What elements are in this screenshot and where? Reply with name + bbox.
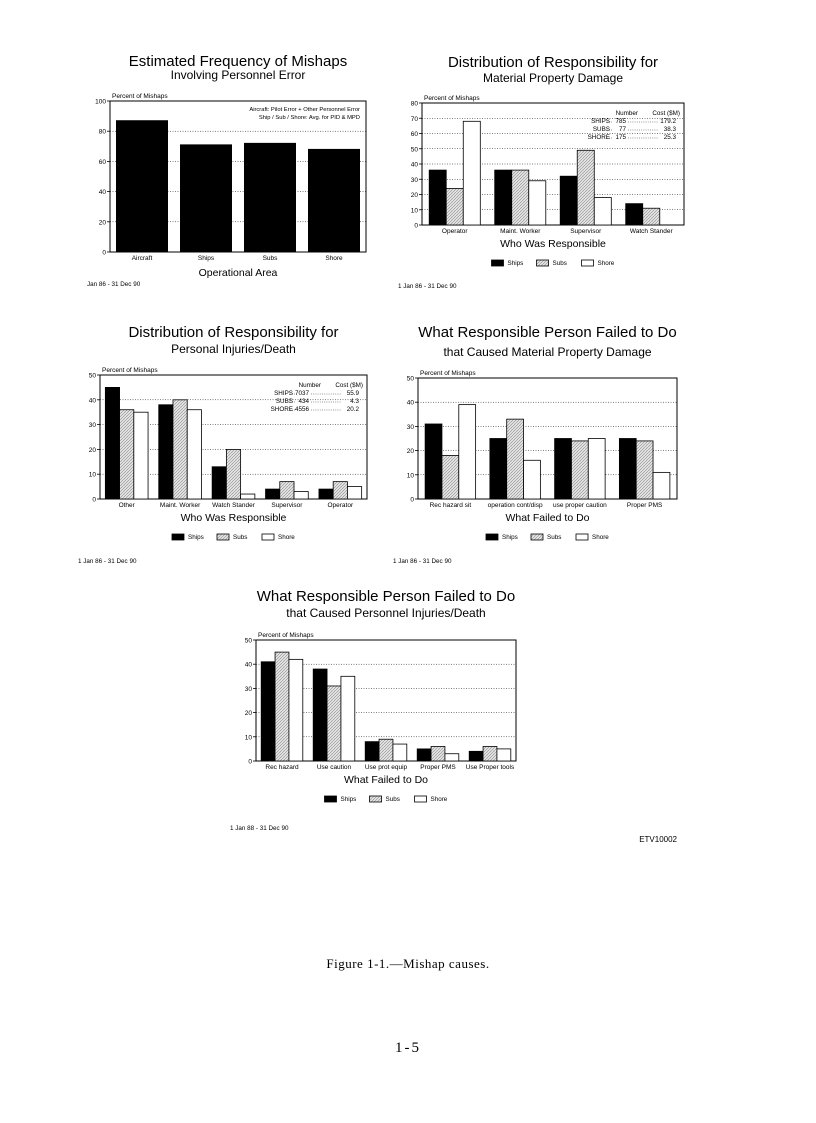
bar-shore [463, 121, 480, 225]
bar-subs [226, 449, 240, 499]
chart-title: What Responsible Person Failed to Do [418, 324, 677, 341]
x-tick-label: Rec hazard sit [429, 502, 472, 509]
chart-subtitle: Involving Personnel Error [170, 68, 306, 82]
x-axis-label: What Failed to Do [505, 512, 590, 524]
bar-shore [594, 198, 611, 225]
legend-label: Shore [597, 260, 615, 267]
table-cost: 4.3 [350, 398, 359, 405]
legend-swatch-ships [325, 796, 337, 802]
y-tick-label: 0 [102, 249, 106, 257]
bar-ships [495, 170, 512, 225]
bar-shore [187, 410, 201, 499]
y-tick-label: 50 [88, 372, 96, 380]
legend-label: Ships [502, 534, 518, 541]
y-tick-label: 40 [98, 189, 106, 197]
bar-subs [483, 746, 497, 761]
bar-all [308, 149, 359, 252]
x-axis-label: Who Was Responsible [500, 238, 606, 250]
y-tick-label: 50 [410, 146, 418, 154]
y-tick-label: 10 [244, 734, 252, 742]
x-axis-label: What Failed to Do [343, 774, 429, 786]
y-tick-label: 80 [98, 128, 106, 136]
chart-title: Distribution of Responsibility for [447, 54, 659, 71]
bar-subs [512, 170, 529, 225]
chart-note: Ship / Sub / Shore: Avg. for PID & MPD [258, 115, 360, 121]
y-tick-label: 20 [88, 446, 96, 454]
bar-subs [173, 400, 187, 499]
bar-shore [341, 676, 355, 761]
table-header: Number [298, 382, 321, 389]
legend-swatch-ships [486, 534, 498, 540]
page-number: 1-5 [395, 1040, 421, 1056]
table-cost: 25.3 [663, 134, 676, 141]
legend-swatch-subs [531, 534, 543, 540]
y-tick-label: 50 [244, 637, 252, 645]
figure-caption: Figure 1-1.—Mishap causes. [326, 956, 490, 971]
bar-shore [445, 754, 459, 761]
x-tick-label: Supervisor [570, 228, 602, 235]
x-tick-label: Subs [262, 255, 278, 262]
bar-ships [266, 489, 280, 499]
chart-subtitle: that Caused Material Property Damage [443, 345, 652, 359]
y-tick-label: 0 [410, 496, 414, 504]
x-tick-label: Rec hazard [265, 764, 299, 771]
y-tick-label: 40 [410, 161, 418, 169]
bar-ships [619, 439, 636, 500]
legend-label: Subs [552, 260, 567, 267]
bar-shore [241, 494, 255, 499]
bar-all [244, 143, 295, 252]
x-tick-label: Aircraft [131, 255, 153, 262]
legend-swatch-ships [172, 534, 184, 540]
table-row-label: SHIPS [274, 390, 293, 397]
x-tick-label: Proper PMS [626, 502, 663, 509]
date-range: 1 Jan 86 - 31 Dec 90 [78, 558, 137, 565]
bar-subs [507, 419, 524, 499]
chart-title: What Responsible Person Failed to Do [256, 588, 516, 605]
date-range: Jan 86 - 31 Dec 90 [87, 281, 141, 288]
table-number: 434 [298, 398, 309, 405]
legend-swatch-shore [262, 534, 274, 540]
table-row-label: SUBS [275, 398, 293, 405]
chart-1 [87, 53, 366, 288]
bar-subs [275, 652, 289, 761]
table-number: 4556 [294, 406, 309, 413]
table-row-label: SHORE [270, 406, 293, 413]
y-tick-label: 20 [98, 219, 106, 227]
table-number: 7037 [294, 390, 309, 397]
x-axis-label: Who Was Responsible [180, 512, 287, 524]
legend-swatch-subs [217, 534, 229, 540]
x-tick-label: Use prot equip [364, 764, 408, 771]
bar-subs [327, 686, 341, 761]
legend-label: Subs [547, 534, 562, 541]
bar-subs [577, 150, 594, 225]
x-tick-label: Watch Stander [212, 502, 255, 509]
y-tick-label: 30 [410, 176, 418, 184]
legend-swatch-ships [492, 260, 504, 266]
x-tick-label: Supervisor [271, 502, 303, 509]
x-tick-label: Ships [197, 255, 215, 262]
x-tick-label: Proper PMS [420, 764, 456, 771]
bar-subs [643, 208, 660, 225]
bar-shore [588, 439, 605, 500]
chart-5 [230, 588, 516, 832]
y-axis-label: Percent of Mishaps [258, 632, 314, 639]
y-tick-label: 60 [98, 158, 106, 166]
y-tick-label: 20 [410, 192, 418, 199]
table-number: 77 [618, 126, 626, 133]
legend-label: Ships [340, 796, 357, 803]
legend-swatch-shore [582, 260, 594, 266]
chart-2 [398, 54, 684, 290]
bar-ships [490, 439, 507, 500]
x-axis-label: Operational Area [198, 267, 278, 279]
table-row-label: SUBS [592, 126, 610, 133]
bar-subs [280, 482, 294, 499]
x-tick-label: Watch Stander [629, 228, 673, 235]
bar-subs [120, 410, 134, 499]
y-tick-label: 80 [410, 100, 418, 108]
x-tick-label: Other [118, 502, 135, 509]
chart-subtitle: Personal Injuries/Death [171, 342, 296, 356]
y-axis-label: Percent of Mishaps [112, 93, 168, 100]
bar-all [180, 145, 231, 252]
legend-label: Subs [233, 534, 248, 541]
bar-shore [653, 472, 670, 499]
legend-label: Shore [430, 796, 448, 803]
bar-shore [289, 659, 303, 761]
bar-shore [524, 460, 541, 499]
table-header: Cost ($M) [652, 110, 680, 117]
y-tick-label: 70 [410, 115, 418, 123]
x-tick-label: Maint. Worker [159, 502, 201, 509]
y-tick-label: 10 [88, 471, 96, 479]
bar-ships [319, 489, 333, 499]
y-axis-label: Percent of Mishaps [420, 370, 476, 377]
legend-swatch-shore [576, 534, 588, 540]
x-tick-label: use proper caution [552, 502, 607, 509]
x-tick-label: Maint. Worker [500, 228, 541, 235]
bar-shore [134, 412, 148, 499]
table-cost: 179.2 [660, 118, 676, 125]
bar-shore [529, 181, 546, 225]
chart-subtitle: that Caused Personnel Injuries/Death [286, 606, 486, 620]
y-tick-label: 10 [410, 207, 418, 215]
table-header: Number [615, 110, 638, 117]
y-tick-label: 100 [95, 98, 106, 106]
table-cost: 20.2 [346, 406, 359, 413]
x-tick-label: Use Proper tools [465, 764, 515, 771]
bar-shore [347, 487, 361, 499]
bar-ships [555, 439, 572, 500]
table-header: Cost ($M) [335, 382, 363, 389]
y-tick-label: 30 [406, 423, 414, 431]
bar-subs [571, 441, 588, 499]
legend-swatch-shore [415, 796, 427, 802]
y-tick-label: 20 [244, 710, 252, 718]
bar-shore [497, 749, 511, 761]
x-tick-label: Operator [327, 502, 354, 509]
bar-ships [429, 170, 446, 225]
y-tick-label: 30 [244, 685, 252, 693]
legend-label: Subs [385, 796, 400, 803]
bar-subs [636, 441, 653, 499]
bar-subs [333, 482, 347, 499]
chart-3 [78, 324, 367, 565]
date-range: 1 Jan 86 - 31 Dec 90 [398, 283, 457, 290]
legend-swatch-subs [537, 260, 549, 266]
bar-ships [626, 204, 643, 225]
bar-shore [393, 744, 407, 761]
bar-all [116, 121, 167, 252]
table-row-label: SHIPS [591, 118, 610, 125]
date-range: 1 Jan 86 - 31 Dec 90 [393, 558, 452, 565]
bar-ships [212, 467, 226, 499]
table-number: 175 [615, 134, 626, 141]
chart-title: Distribution of Responsibility for [128, 324, 339, 341]
bar-subs [446, 188, 463, 225]
y-tick-label: 0 [92, 496, 96, 504]
y-tick-label: 50 [406, 375, 414, 383]
bar-ships [425, 424, 442, 499]
chart-subtitle: Material Property Damage [482, 71, 624, 85]
y-tick-label: 0 [414, 222, 418, 230]
x-tick-label: Shore [325, 255, 343, 262]
bar-subs [431, 746, 445, 761]
y-axis-label: Percent of Mishaps [424, 95, 480, 102]
y-tick-label: 20 [406, 448, 414, 456]
y-axis-label: Percent of Mishaps [102, 367, 158, 374]
y-tick-label: 60 [410, 131, 418, 138]
y-tick-label: 40 [406, 399, 414, 407]
table-cost: 38.3 [663, 126, 676, 133]
y-tick-label: 10 [406, 472, 414, 480]
bar-ships [417, 749, 431, 761]
legend-label: Shore [278, 534, 295, 541]
legend-label: Shore [592, 534, 609, 541]
bar-ships [365, 742, 379, 761]
x-tick-label: Use caution [316, 764, 352, 771]
bar-ships [105, 387, 119, 499]
bar-ships [560, 176, 577, 225]
bar-ships [261, 662, 275, 761]
bar-shore [459, 405, 476, 499]
figure-code: ETV10002 [639, 835, 677, 844]
legend-label: Ships [507, 260, 524, 267]
chart-note: Aircraft: Pilot Error + Other Personnel Error [249, 107, 360, 113]
bar-ships [313, 669, 327, 761]
y-tick-label: 30 [88, 422, 96, 430]
chart-title: Estimated Frequency of Mishaps [128, 53, 348, 70]
chart-4 [393, 324, 677, 565]
y-tick-label: 40 [88, 397, 96, 405]
bar-ships [469, 751, 483, 761]
bar-subs [379, 739, 393, 761]
legend-swatch-subs [370, 796, 382, 802]
x-tick-label: Operator [441, 228, 468, 235]
table-number: 785 [615, 118, 626, 125]
legend-label: Ships [188, 534, 204, 541]
table-row-label: SHORE [587, 134, 610, 141]
bar-shore [294, 492, 308, 499]
y-tick-label: 40 [244, 661, 252, 669]
y-tick-label: 0 [248, 758, 252, 766]
bar-ships [159, 405, 173, 499]
bar-subs [442, 455, 459, 499]
table-cost: 55.9 [346, 390, 359, 397]
x-tick-label: operation cont/disp [487, 502, 543, 509]
date-range: 1 Jan 88 - 31 Dec 90 [230, 825, 289, 832]
